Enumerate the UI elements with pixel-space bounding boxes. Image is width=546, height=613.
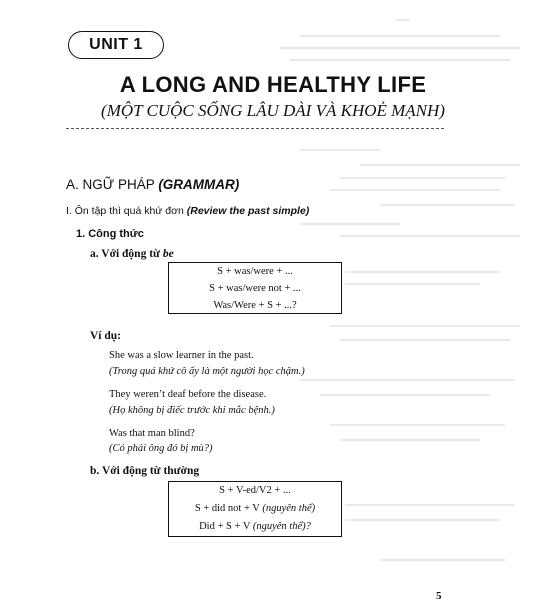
subsection-heading-formula: 1. Công thức <box>76 228 144 240</box>
dashed-divider <box>66 128 444 129</box>
sub-heading-be-verb: a. Với động từ be <box>90 248 174 260</box>
example-translation: (Họ không bị điếc trước khi mắc bệnh.) <box>109 405 275 416</box>
page-title: A LONG AND HEALTHY LIFE <box>119 72 427 97</box>
formula-line: Did + S + V (nguyên thể)? <box>199 521 311 532</box>
formula-line: Was/Were + S + ...? <box>213 299 297 311</box>
unit-label: UNIT 1 <box>68 31 164 59</box>
page-number: 5 <box>436 590 442 602</box>
formula-line: S + was/were not + ... <box>209 282 301 294</box>
formula-line: S + V-ed/V2 + ... <box>219 485 291 496</box>
formula-box-regular <box>168 481 342 537</box>
sub-heading-regular-verb: b. Với động từ thường <box>90 465 200 477</box>
example-translation: (Trong quá khứ cô ấy là một người học chậm.) <box>109 366 305 377</box>
example-translation: (Có phải ông đó bị mù?) <box>109 443 213 454</box>
example-english: They weren’t deaf before the disease. <box>109 389 267 400</box>
section-heading-grammar: A. NGỮ PHÁP (GRAMMAR) <box>66 177 240 192</box>
formula-line: S + was/were + ... <box>217 265 293 277</box>
examples-label: Ví dụ: <box>90 330 121 342</box>
example-english: Was that man blind? <box>109 428 195 439</box>
subsection-heading-past-simple: I. Ôn tập thì quá khứ đơn (Review the past simple) <box>66 205 310 217</box>
page-subtitle: (MỘT CUỘC SỐNG LÂU DÀI VÀ KHOẺ MẠNH) <box>101 101 445 120</box>
formula-line: S + did not + V (nguyên thể) <box>194 503 316 514</box>
example-english: She was a slow learner in the past. <box>109 350 254 361</box>
formula-box-be <box>168 262 342 314</box>
